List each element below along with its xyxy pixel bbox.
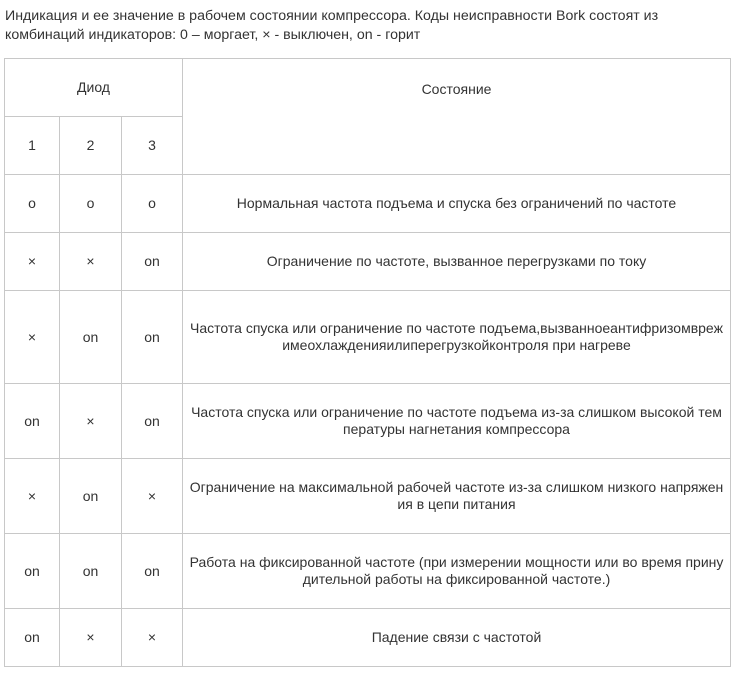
diode-2-cell: × (60, 233, 122, 291)
diode-3-cell: on (122, 534, 183, 609)
table-row (5, 384, 731, 459)
diode-3-cell: on (122, 291, 183, 384)
intro-line-2: комбинаций индикаторов: 0 – моргает, × - выключен, on - горит (5, 27, 421, 43)
table-row (5, 291, 731, 384)
diode-2-header: 2 (60, 117, 122, 175)
state-cell: Нормальная частота подъема и спуска без ограничений по частоте (183, 175, 731, 233)
intro-line-1: Индикация и ее значение в рабочем состоянии компрессора. Коды неисправности Bork состоят из (5, 8, 659, 24)
state-cell: Частота спуска или ограничение по частоте подъема из-за слишком высокой температуры нагнетания компрессора (183, 384, 731, 459)
diode-1-cell: × (5, 233, 60, 291)
diode-3-cell: o (122, 175, 183, 233)
diode-2-cell: × (60, 384, 122, 459)
diode-2-cell: o (60, 175, 122, 233)
table-row (5, 233, 731, 291)
diode-1-cell: × (5, 459, 60, 534)
state-header: Состояние (183, 59, 731, 175)
table-header-row (5, 59, 731, 117)
diode-1-cell: × (5, 291, 60, 384)
state-cell: Ограничение по частоте, вызванное перегрузками по току (183, 233, 731, 291)
diode-1-cell: o (5, 175, 60, 233)
diode-2-cell: × (60, 609, 122, 667)
diode-3-cell: × (122, 609, 183, 667)
diode-1-header: 1 (5, 117, 60, 175)
diode-1-cell: on (5, 609, 60, 667)
diode-2-cell: on (60, 459, 122, 534)
diode-3-cell: on (122, 384, 183, 459)
state-cell: Падение связи с частотой (183, 609, 731, 667)
indicator-codes-table (4, 58, 731, 667)
diode-2-cell: on (60, 291, 122, 384)
diode-1-cell: on (5, 384, 60, 459)
table-row (5, 534, 731, 609)
diode-3-header: 3 (122, 117, 183, 175)
intro-text (5, 7, 730, 45)
table-row (5, 175, 731, 233)
diode-2-cell: on (60, 534, 122, 609)
diode-3-cell: on (122, 233, 183, 291)
table-row (5, 459, 731, 534)
state-cell: Ограничение на максимальной рабочей частоте из-за слишком низкого напряжения в цепи питания (183, 459, 731, 534)
state-cell: Частота спуска или ограничение по частоте подъема,вызванноеантифризомврежимеохлажденияилиперегрузкойконтроля при нагреве (183, 291, 731, 384)
state-cell: Работа на фиксированной частоте (при измерении мощности или во время принудительной работы на фиксированной частоте.) (183, 534, 731, 609)
diode-header: Диод (5, 59, 183, 117)
diode-3-cell: × (122, 459, 183, 534)
table-row (5, 609, 731, 667)
diode-1-cell: on (5, 534, 60, 609)
